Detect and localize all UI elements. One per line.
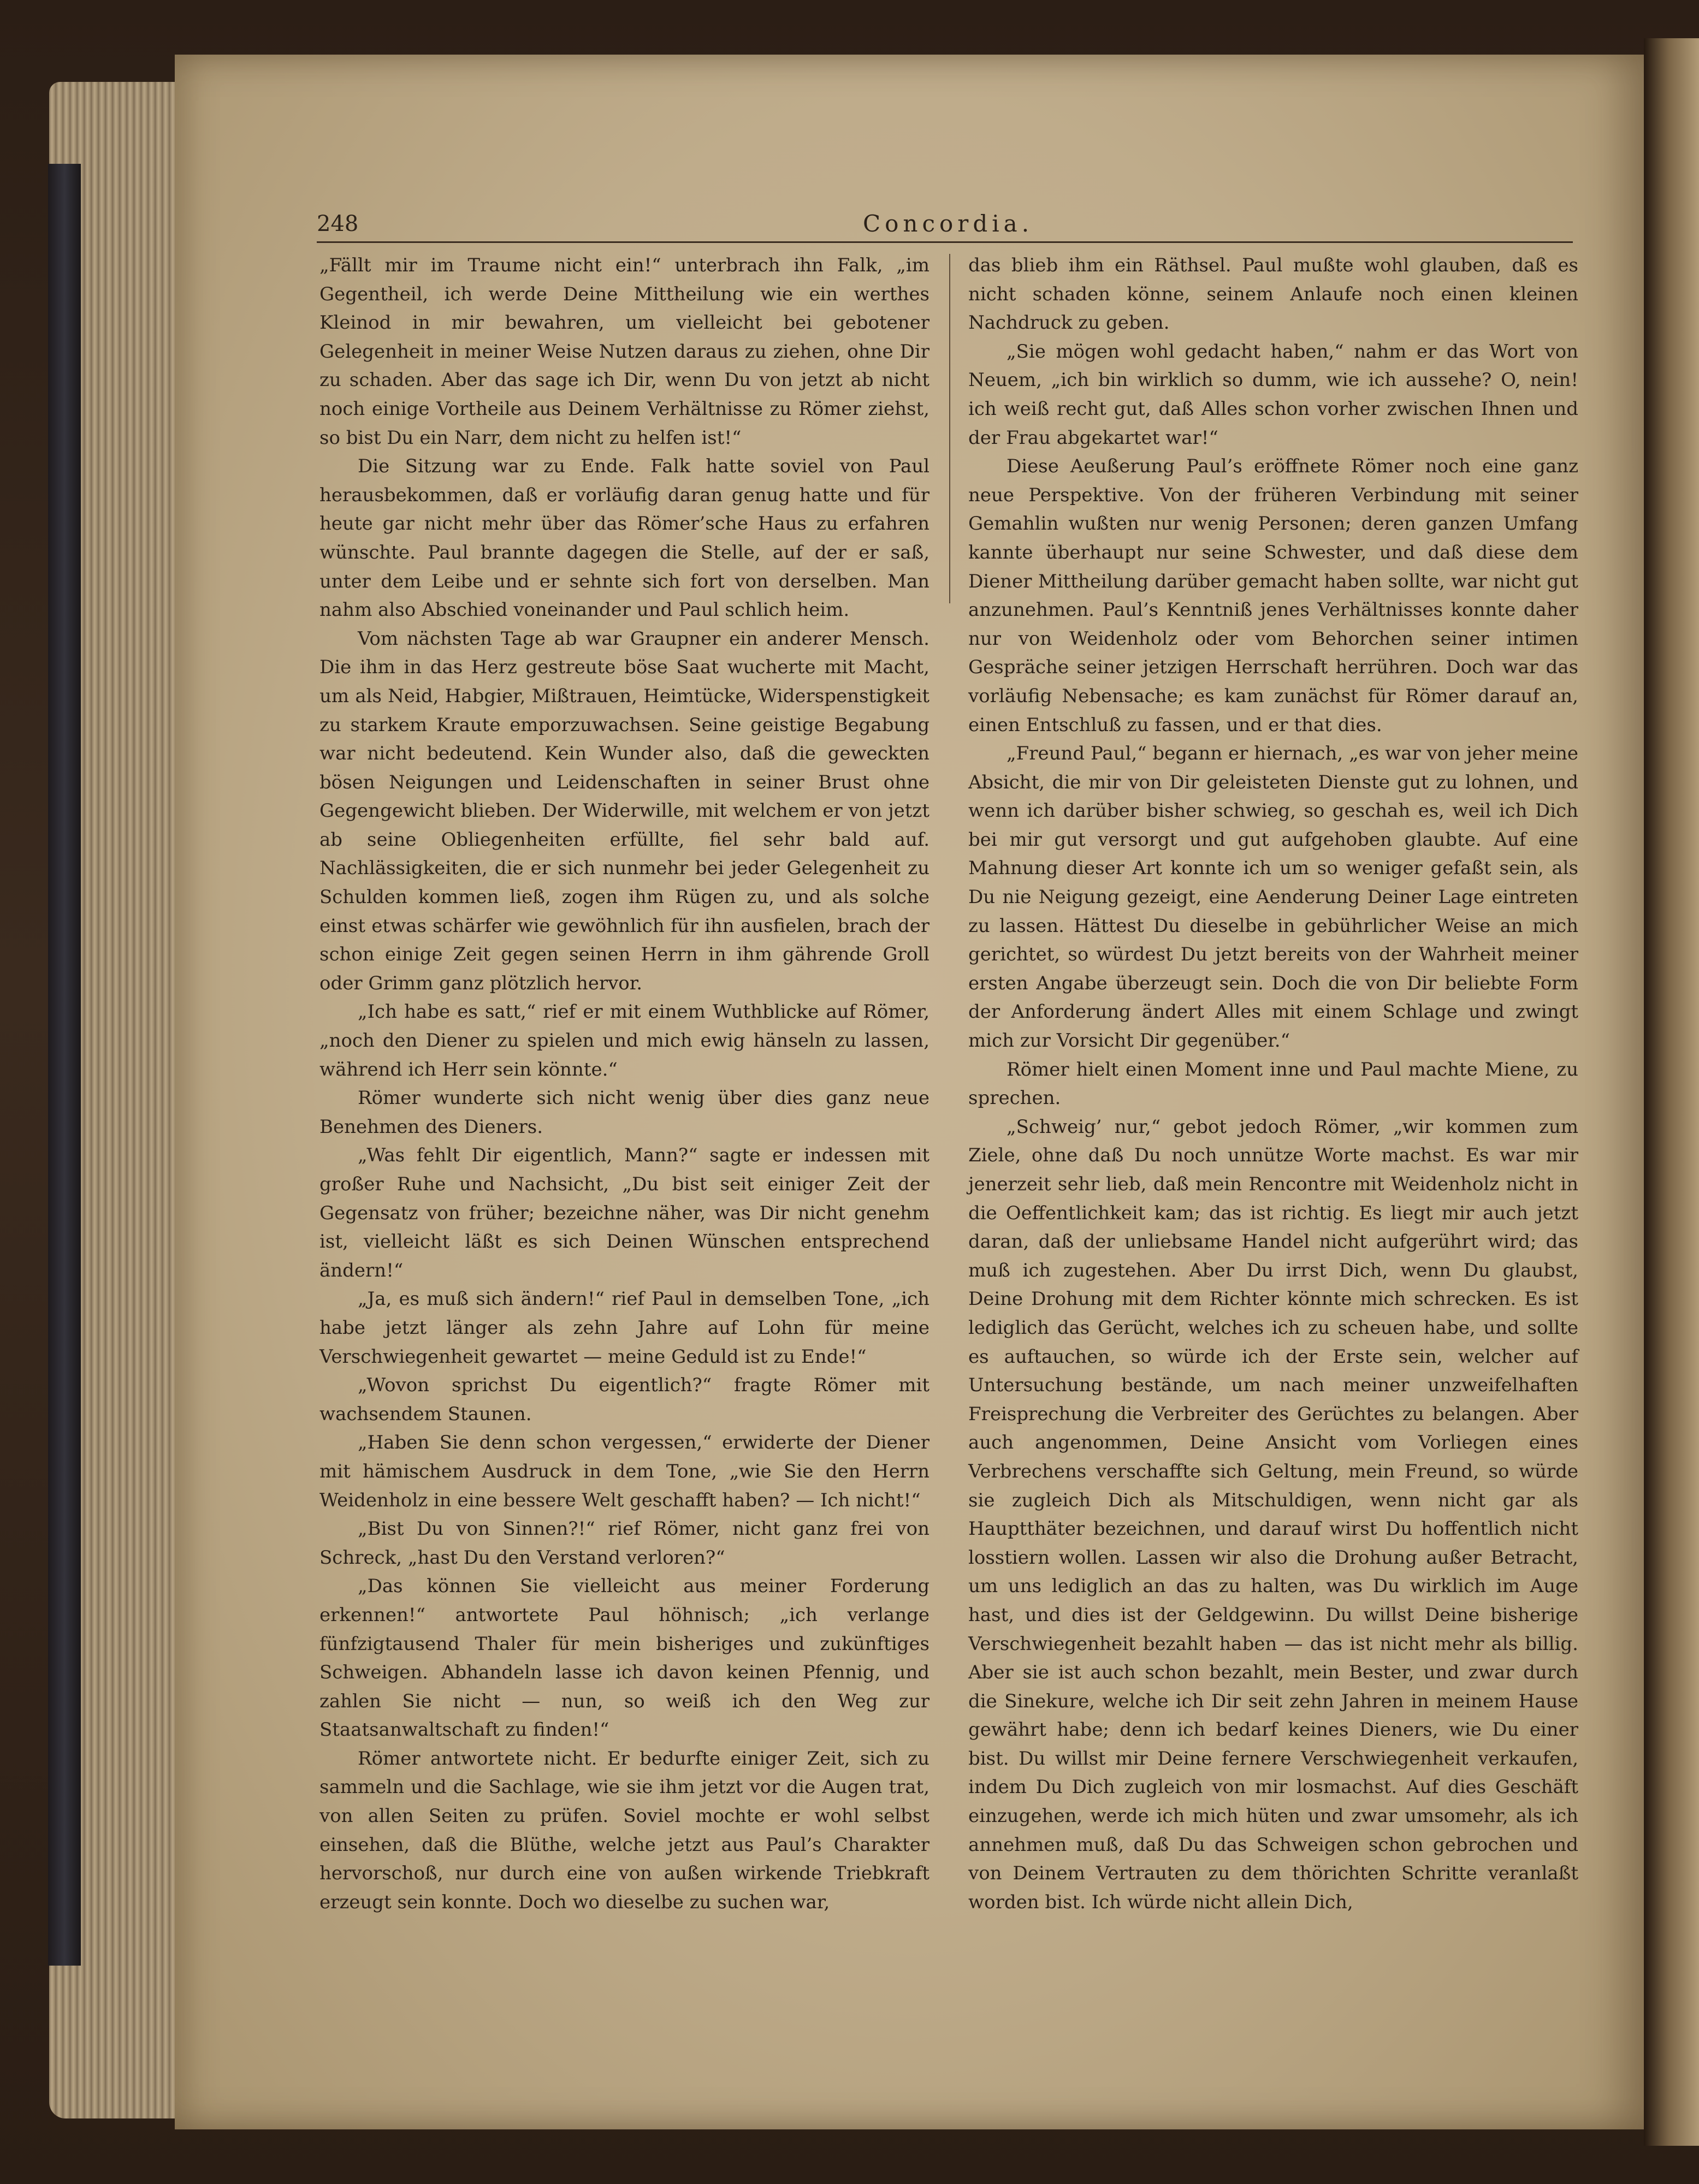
paragraph: das blieb ihm ein Räthsel. Paul mußte wohl glauben, daß es nicht schaden könne, seinem Anlaufe noch einen kleinen Nachdruck zu geben.: [968, 254, 1578, 334]
header-rule: [317, 241, 1573, 243]
running-title: Concordia.: [863, 210, 1034, 237]
paragraph: „Haben Sie denn schon vergessen,“ erwiderte der Diener mit hämischem Ausdruck in dem Tone, „wie Sie den Herrn Weidenholz in eine bessere Welt geschafft haben? — Ich nicht!“: [319, 1432, 930, 1511]
paragraph: Vom nächsten Tage ab war Graupner ein anderer Mensch. Die ihm in das Herz gestreute böse Saat wucherte mit Macht, um als Neid, Habgier, Mißtrauen, Heimtücke, Widerspenstigkeit zu starkem Kraute emporzuwachsen. Seine geistige Begabung war nicht bedeutend. Kein Wunder also, daß die geweckten bösen Neigungen und Leidenschaften in seiner Brust ohne Gegengewicht blieben. Der Widerwille, mit welchem er von jetzt ab seine Obliegenheiten erfüllte, fiel sehr bald auf. Nachlässigkeiten, die er sich nunmehr bei jeder Gelegenheit zu Schulden kommen ließ, zogen ihm Rügen zu, und als solche einst etwas schärfer wie gewöhnlich für ihn ausfielen, brach der schon einige Zeit gegen seinen Herrn in ihm gährende Groll oder Grimm ganz plötzlich hervor.: [319, 627, 930, 994]
paragraph: Die Sitzung war zu Ende. Falk hatte soviel von Paul herausbekommen, daß er vorläufig daran genug hatte und für heute gar nicht mehr über das Römer’sche Haus zu erfahren wünschte. Paul brannte dagegen die Stelle, auf der er saß, unter dem Leibe und er sehnte sich fort von derselben. Man nahm also Abschied voneinander und Paul schlich heim.: [319, 455, 930, 621]
paragraph: „Sie mögen wohl gedacht haben,“ nahm er das Wort von Neuem, „ich bin wirklich so dumm, wie ich aussehe? O, nein! ich weiß recht gut, daß Alles schon vorher zwischen Ihnen und der Frau abgekartet war!“: [968, 340, 1578, 449]
paragraph: Römer wunderte sich nicht wenig über dies ganz neue Benehmen des Dieners.: [319, 1087, 930, 1138]
page-number: 248: [317, 211, 359, 236]
book-gutter: [1644, 38, 1699, 2146]
paragraph: „Ja, es muß sich ändern!“ rief Paul in demselben Tone, „ich habe jetzt länger als zehn Jahre auf Lohn für meine Verschwiegenheit gewartet — meine Geduld ist zu Ende!“: [319, 1288, 930, 1368]
paragraph: „Wovon sprichst Du eigentlich?“ fragte Römer mit wachsendem Staunen.: [319, 1374, 930, 1425]
paragraph: Römer antwortete nicht. Er bedurfte einiger Zeit, sich zu sammeln und die Sachlage, wie sie ihm jetzt vor die Augen trat, von allen Seiten zu prüfen. Soviel mochte er wohl selbst einsehen, daß die Blüthe, welche jetzt aus Paul’s Charakter hervorschoß, nur durch eine von außen wirkende Triebkraft erzeugt sein konnte. Doch wo dieselbe zu suchen war,: [319, 1747, 930, 1913]
left-column: [319, 251, 930, 1916]
paragraph: „Fällt mir im Traume nicht ein!“ unterbrach ihn Falk, „im Gegentheil, ich werde Deine Mittheilung wie ein werthes Kleinod in mir bewahren, um vielleicht bei gebotener Gelegenheit in meiner Weise Nutzen daraus zu ziehen, ohne Dir zu schaden. Aber das sage ich Dir, wenn Du von jetzt ab nicht noch einige Vortheile aus Deinem Verhältnisse zu Römer ziehst, so bist Du ein Narr, dem nicht zu helfen ist!“: [319, 254, 930, 449]
paragraph: Diese Aeußerung Paul’s eröffnete Römer noch eine ganz neue Perspektive. Von der früheren Verbindung mit seiner Gemahlin wußten nur wenig Personen; deren ganzen Umfang kannte überhaupt nur seine Schwester, und daß diese dem Diener Mittheilung darüber gemacht haben sollte, war nicht gut anzunehmen. Paul’s Kenntniß jenes Verhältnisses konnte daher nur von Weidenholz oder vom Behorchen seiner intimen Gespräche seiner jetzigen Herrschaft herrühren. Doch war das vorläufig Nebensache; es kam zunächst für Römer darauf an, einen Entschluß zu fassen, und er that dies.: [968, 455, 1578, 736]
page-header: [317, 207, 1573, 240]
paragraph: „Bist Du von Sinnen?!“ rief Römer, nicht ganz frei von Schreck, „hast Du den Verstand verloren?“: [319, 1518, 930, 1569]
right-column: [968, 251, 1578, 1916]
paragraph: Römer hielt einen Moment inne und Paul machte Miene, zu sprechen.: [968, 1058, 1578, 1109]
paragraph: „Freund Paul,“ begann er hiernach, „es war von jeher meine Absicht, die mir von Dir geleisteten Dienste gut zu lohnen, und wenn ich darüber bisher schwieg, so geschah es, weil ich Dich bei mir gut versorgt und gut aufgehoben glaubte. Auf eine Mahnung dieser Art konnte ich um so weniger gefaßt sein, als Du nie Neigung gezeigt, eine Aenderung Deiner Lage eintreten zu lassen. Hättest Du dieselbe in gebührlicher Weise an mich gerichtet, so würdest Du jetzt bereits von der Wahrheit meiner ersten Angabe überzeugt sein. Doch die von Dir beliebte Form der Anforderung ändert Alles mit einem Schlage und zwingt mich zur Vorsicht Dir gegenüber.“: [968, 743, 1578, 1052]
paragraph: „Was fehlt Dir eigentlich, Mann?“ sagte er indessen mit großer Ruhe und Nachsicht, „Du bist seit einiger Zeit der Gegensatz von früher; bezeichne näher, was Dir nicht genehm ist, vielleicht läßt es sich Deinen Wünschen entsprechend ändern!“: [319, 1144, 930, 1281]
paragraph: „Ich habe es satt,“ rief er mit einem Wuthblicke auf Römer, „noch den Diener zu spielen und mich ewig hänseln zu lassen, während ich Herr sein könnte.“: [319, 1001, 930, 1081]
column-divider: [949, 254, 950, 603]
paragraph: „Schweig’ nur,“ gebot jedoch Römer, „wir kommen zum Ziele, ohne daß Du noch unnütze Worte machst. Es war mir jenerzeit sehr lieb, daß mein Rencontre mit Weidenholz nicht in die Oeffentlichkeit kam; das ist richtig. Es liegt mir auch jetzt daran, daß der unliebsame Handel nicht aufgerührt wird; das muß ich zugestehen. Aber Du irrst Dich, wenn Du glaubst, Deine Drohung mit dem Richter könnte mich schrecken. Es ist lediglich das Gerücht, welches ich zu scheuen habe, und sollte es auftauchen, so würde ich der Erste sein, welcher auf Untersuchung bestände, um nach meiner unzweifelhaften Freisprechung die Verbreiter des Gerüchtes zu belangen. Aber auch angenommen, Deine Ansicht vom Vorliegen eines Verbrechens verschaffte sich Geltung, mein Freund, so würde sie zugleich Dich als Mitschuldigen, wenn nicht gar als Hauptthäter bezeichnen, und darauf wirst Du hoffentlich nicht losstiern wollen. Lassen wir also die Drohung außer Betracht, um uns lediglich an das zu halten, was Du wirklich im Auge hast, und dies ist der Geldgewinn. Du willst Deine bisherige Verschwiegenheit bezahlt haben — das ist nicht mehr als billig. Aber sie ist auch schon bezahlt, mein Bester, und zwar durch die Sinekure, welche ich Dir seit zehn Jahren in meinem Hause gewährt habe; denn ich bedarf keines Dieners, wie Du einer bist. Du willst mir Deine fernere Verschwiegenheit verkaufen, indem Du Dich zugleich von mir losmachst. Auf dies Geschäft einzugehen, werde ich mich hüten und zwar umsomehr, als ich annehmen muß, daß Du das Schweigen schon gebrochen und von Deinem Vertrauten zu dem thörichten Schritte veranlaßt worden bist. Ich würde nicht allein Dich,: [968, 1115, 1578, 1913]
book-spine: [48, 164, 81, 1966]
paragraph: „Das können Sie vielleicht aus meiner Forderung erkennen!“ antwortete Paul höhnisch; „ich verlange fünfzigtausend Thaler für mein bisheriges und zukünftiges Schweigen. Abhandeln lasse ich davon keinen Pfennig, und zahlen Sie nicht — nun, so weiß ich den Weg zur Staatsanwaltschaft zu finden!“: [319, 1575, 930, 1741]
